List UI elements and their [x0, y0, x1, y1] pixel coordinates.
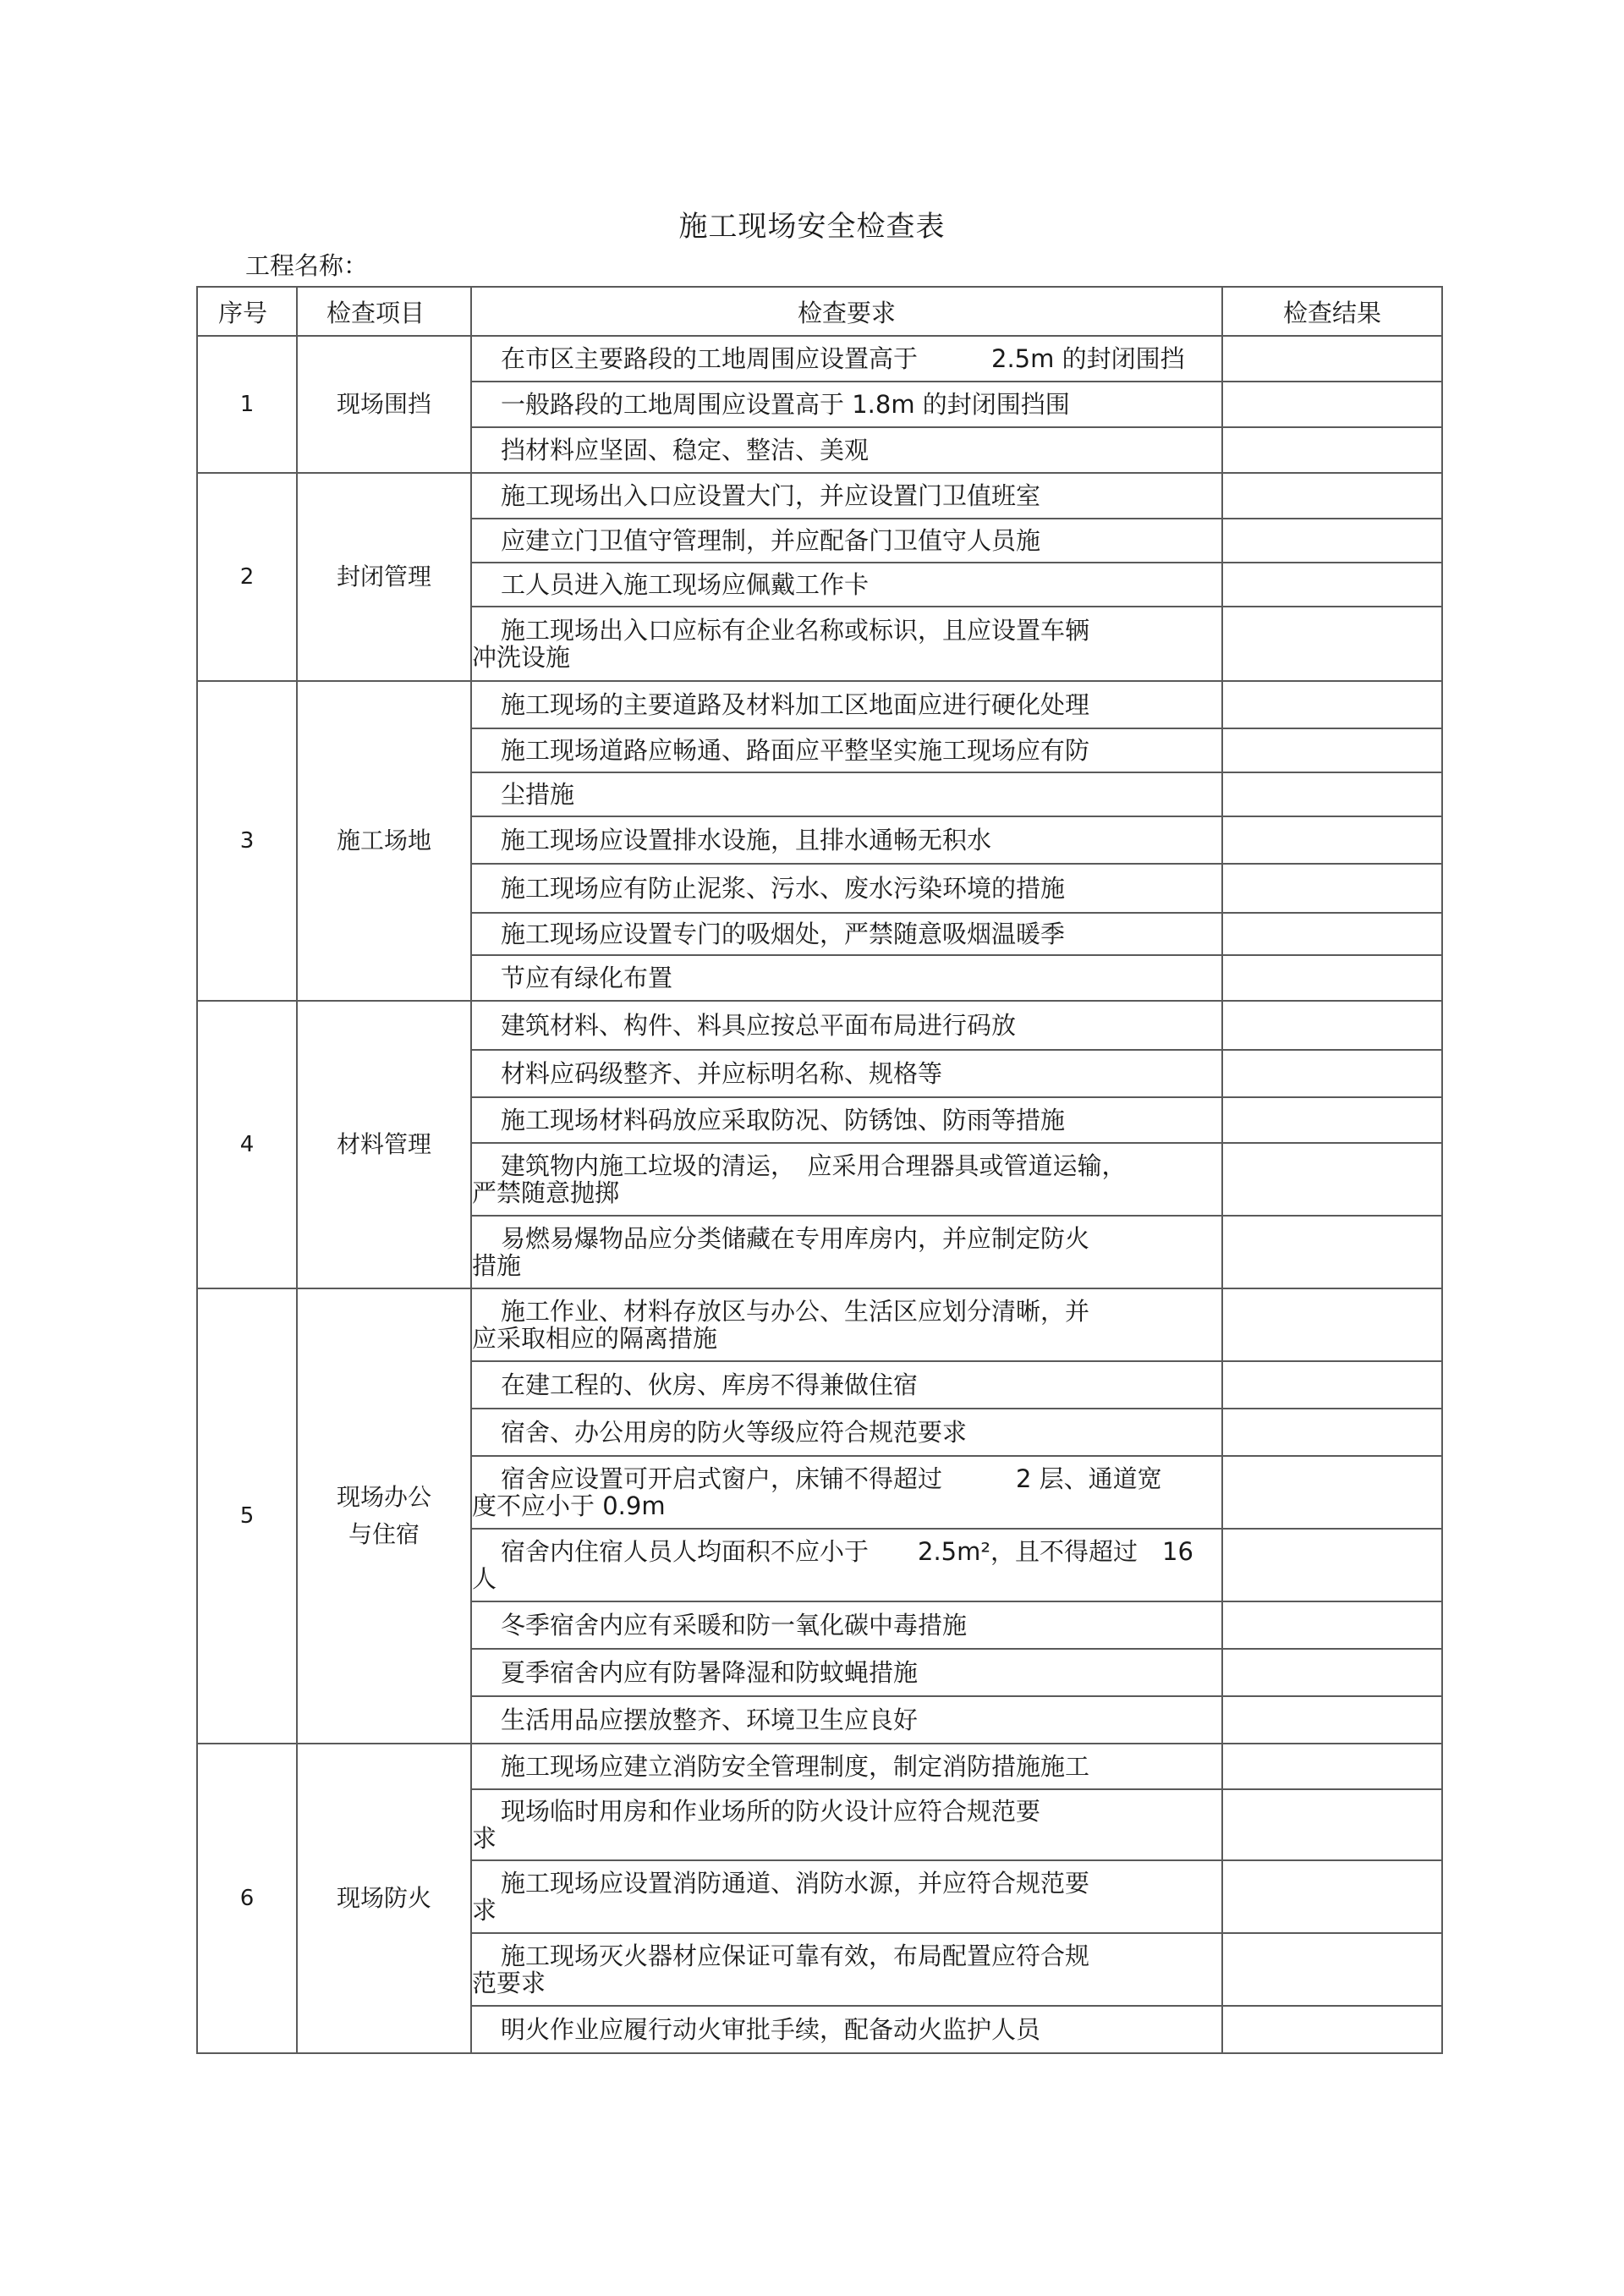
- requirement-line: 施工现场灭火器材应保证可靠有效，布局配置应符合规: [501, 1942, 1090, 1970]
- result-cell[interactable]: [1222, 1456, 1442, 1529]
- requirement-cell: [471, 772, 1222, 816]
- requirement-cell: [471, 1696, 1222, 1744]
- seq-cell: 4: [197, 1001, 297, 1288]
- check-item-cell: 施工场地: [297, 681, 471, 1001]
- requirement-line: 范要求: [472, 1969, 546, 1997]
- page-title: 施工现场安全检查表: [678, 210, 946, 244]
- requirement-cell: [471, 1216, 1222, 1288]
- requirement-cell: [471, 1601, 1222, 1649]
- header-result: 检查结果: [1222, 287, 1442, 336]
- result-cell[interactable]: [1222, 382, 1442, 427]
- table-row: [197, 681, 1442, 728]
- table-row: [197, 1288, 1442, 1361]
- result-cell[interactable]: [1222, 1409, 1442, 1456]
- requirement-cell: [471, 1744, 1222, 1789]
- requirement-cell: [471, 1288, 1222, 1361]
- requirement-cell: [471, 1789, 1222, 1860]
- result-cell[interactable]: [1222, 1050, 1442, 1097]
- requirement-cell: [471, 681, 1222, 728]
- requirement-cell: [471, 563, 1222, 607]
- check-item-cell: 封闭管理: [297, 473, 471, 681]
- requirement-line: 一般路段的工地周围应设置高于 1.8m 的封闭围挡围: [501, 390, 1070, 419]
- requirement-line: 冬季宿舍内应有采暖和防一氧化碳中毒措施: [501, 1611, 968, 1640]
- requirement-cell: [471, 1860, 1222, 1933]
- requirement-line: 节应有绿化布置: [501, 964, 673, 992]
- requirement-line: 建筑物内施工垃圾的清运， 应采用合理器具或管道运输，: [501, 1151, 1127, 1180]
- check-item-cell: 现场围挡: [297, 336, 471, 473]
- header-seq: 序号: [197, 287, 297, 336]
- seq-cell: 1: [197, 336, 297, 473]
- requirement-line: 应建立门卫值守管理制，并应配备门卫值守人员施: [501, 526, 1041, 555]
- requirement-cell: [471, 1529, 1222, 1601]
- requirement-line: 施工现场应建立消防安全管理制度，制定消防措施施工: [501, 1752, 1090, 1781]
- requirement-line: 施工作业、材料存放区与办公、生活区应划分清晰，并: [501, 1297, 1090, 1326]
- result-cell[interactable]: [1222, 1860, 1442, 1933]
- result-cell[interactable]: [1222, 816, 1442, 864]
- result-cell[interactable]: [1222, 864, 1442, 913]
- project-name-label: 工程名称：: [245, 251, 369, 280]
- requirement-cell: [471, 728, 1222, 772]
- requirement-line: 施工现场道路应畅通、路面应平整坚实施工现场应有防: [501, 736, 1090, 765]
- requirement-cell: [471, 1050, 1222, 1097]
- result-cell[interactable]: [1222, 563, 1442, 607]
- safety-check-table: [196, 286, 1443, 2054]
- result-cell[interactable]: [1222, 473, 1442, 519]
- requirement-cell: [471, 1456, 1222, 1529]
- seq-cell: 6: [197, 1744, 297, 2053]
- result-cell[interactable]: [1222, 1789, 1442, 1860]
- result-cell[interactable]: [1222, 1216, 1442, 1288]
- requirement-cell: [471, 1143, 1222, 1216]
- requirement-cell: [471, 1409, 1222, 1456]
- requirement-line: 现场临时用房和作业场所的防火设计应符合规范要: [501, 1797, 1041, 1826]
- result-cell[interactable]: [1222, 427, 1442, 473]
- requirement-line: 生活用品应摆放整齐、环境卫生应良好: [501, 1706, 919, 1734]
- requirement-line: 求: [472, 1896, 497, 1925]
- check-item-cell: [297, 1288, 471, 1744]
- requirement-cell: [471, 1361, 1222, 1409]
- requirement-line: 尘措施: [501, 780, 575, 809]
- result-cell[interactable]: [1222, 1143, 1442, 1216]
- requirement-cell: [471, 427, 1222, 473]
- table-row: [197, 1001, 1442, 1050]
- result-cell[interactable]: [1222, 1001, 1442, 1050]
- header-requirement: 检查要求: [471, 287, 1222, 336]
- result-cell[interactable]: [1222, 913, 1442, 955]
- requirement-line: 施工现场应设置消防通道、消防水源，并应符合规范要: [501, 1869, 1090, 1898]
- requirement-cell: [471, 1097, 1222, 1143]
- requirement-line: 宿舍应设置可开启式窗户，床铺不得超过 2 层、通道宽: [501, 1464, 1162, 1493]
- requirement-cell: [471, 1649, 1222, 1696]
- requirement-line: 人: [472, 1564, 497, 1593]
- requirement-line: 工人员进入施工现场应佩戴工作卡: [501, 570, 870, 599]
- table-body: [197, 336, 1442, 2053]
- requirement-line: 应采取相应的隔离措施: [472, 1324, 718, 1353]
- requirement-line: 措施: [472, 1251, 522, 1280]
- requirement-line: 在建工程的、伙房、库房不得兼做住宿: [501, 1370, 919, 1399]
- table-row: [197, 1744, 1442, 1789]
- result-cell[interactable]: [1222, 2006, 1442, 2053]
- requirement-line: 宿舍、办公用房的防火等级应符合规范要求: [501, 1418, 968, 1447]
- seq-cell: 5: [197, 1288, 297, 1744]
- result-cell[interactable]: [1222, 955, 1442, 1001]
- table-row: [197, 473, 1442, 519]
- requirement-cell: [471, 1933, 1222, 2006]
- result-cell[interactable]: [1222, 1933, 1442, 2006]
- requirement-line: 施工现场的主要道路及材料加工区地面应进行硬化处理: [501, 690, 1090, 719]
- requirement-line: 施工现场材料码放应采取防况、防锈蚀、防雨等措施: [501, 1106, 1066, 1134]
- seq-cell: 2: [197, 473, 297, 681]
- requirement-line: 施工现场出入口应标有企业名称或标识，且应设置车辆: [501, 616, 1090, 645]
- header-item: 检查项目: [297, 287, 471, 336]
- requirement-cell: [471, 955, 1222, 1001]
- requirement-line: 冲洗设施: [472, 643, 571, 672]
- requirement-line: 在市区主要路段的工地周围应设置高于 2.5m 的封闭围挡: [501, 344, 1185, 373]
- check-item-line: 与住宿: [348, 1520, 420, 1548]
- requirement-line: 建筑材料、构件、料具应按总平面布局进行码放: [501, 1011, 1017, 1040]
- requirement-cell: [471, 864, 1222, 913]
- result-cell[interactable]: [1222, 1696, 1442, 1744]
- requirement-cell: [471, 382, 1222, 427]
- requirement-cell: [471, 519, 1222, 563]
- requirement-line: 挡材料应坚固、稳定、整洁、美观: [501, 436, 870, 464]
- requirement-cell: [471, 607, 1222, 681]
- result-cell[interactable]: [1222, 1361, 1442, 1409]
- requirement-cell: [471, 913, 1222, 955]
- result-cell[interactable]: [1222, 1649, 1442, 1696]
- requirement-line: 易燃易爆物品应分类储藏在专用库房内，并应制定防火: [501, 1224, 1090, 1253]
- check-item-cell: 现场防火: [297, 1744, 471, 2053]
- requirement-line: 度不应小于 0.9m: [472, 1491, 666, 1520]
- check-item-cell: 材料管理: [297, 1001, 471, 1288]
- result-cell[interactable]: [1222, 1288, 1442, 1361]
- result-cell[interactable]: [1222, 1529, 1442, 1601]
- requirement-line: 严禁随意抛掷: [472, 1178, 620, 1207]
- requirement-cell: [471, 1001, 1222, 1050]
- check-item-line: 现场办公: [336, 1483, 431, 1511]
- result-cell[interactable]: [1222, 1097, 1442, 1143]
- requirement-line: 施工现场出入口应设置大门，并应设置门卫值班室: [501, 481, 1041, 510]
- requirement-line: 明火作业应履行动火审批手续，配备动火监护人员: [501, 2015, 1041, 2044]
- result-cell[interactable]: [1222, 336, 1442, 382]
- requirement-cell: [471, 2006, 1222, 2053]
- requirement-line: 宿舍内住宿人员人均面积不应小于 2.5m²，且不得超过 16: [501, 1537, 1193, 1566]
- result-cell[interactable]: [1222, 772, 1442, 816]
- requirement-line: 施工现场应设置排水设施，且排水通畅无积水: [501, 826, 992, 854]
- requirement-line: 施工现场应设置专门的吸烟处，严禁随意吸烟温暖季: [501, 920, 1066, 948]
- result-cell[interactable]: [1222, 1601, 1442, 1649]
- requirement-cell: [471, 816, 1222, 864]
- seq-cell: 3: [197, 681, 297, 1001]
- result-cell[interactable]: [1222, 1744, 1442, 1789]
- requirement-line: 夏季宿舍内应有防暑降湿和防蚊蝇措施: [501, 1658, 919, 1687]
- result-cell[interactable]: [1222, 681, 1442, 728]
- requirement-line: 施工现场应有防止泥浆、污水、废水污染环境的措施: [501, 874, 1066, 903]
- result-cell[interactable]: [1222, 519, 1442, 563]
- requirement-line: 求: [472, 1824, 497, 1853]
- table-row: [197, 336, 1442, 382]
- requirement-line: 材料应码级整齐、并应标明名称、规格等: [501, 1059, 943, 1088]
- result-cell[interactable]: [1222, 728, 1442, 772]
- requirement-cell: [471, 336, 1222, 382]
- requirement-cell: [471, 473, 1222, 519]
- table-header-row: [197, 287, 1442, 336]
- result-cell[interactable]: [1222, 607, 1442, 681]
